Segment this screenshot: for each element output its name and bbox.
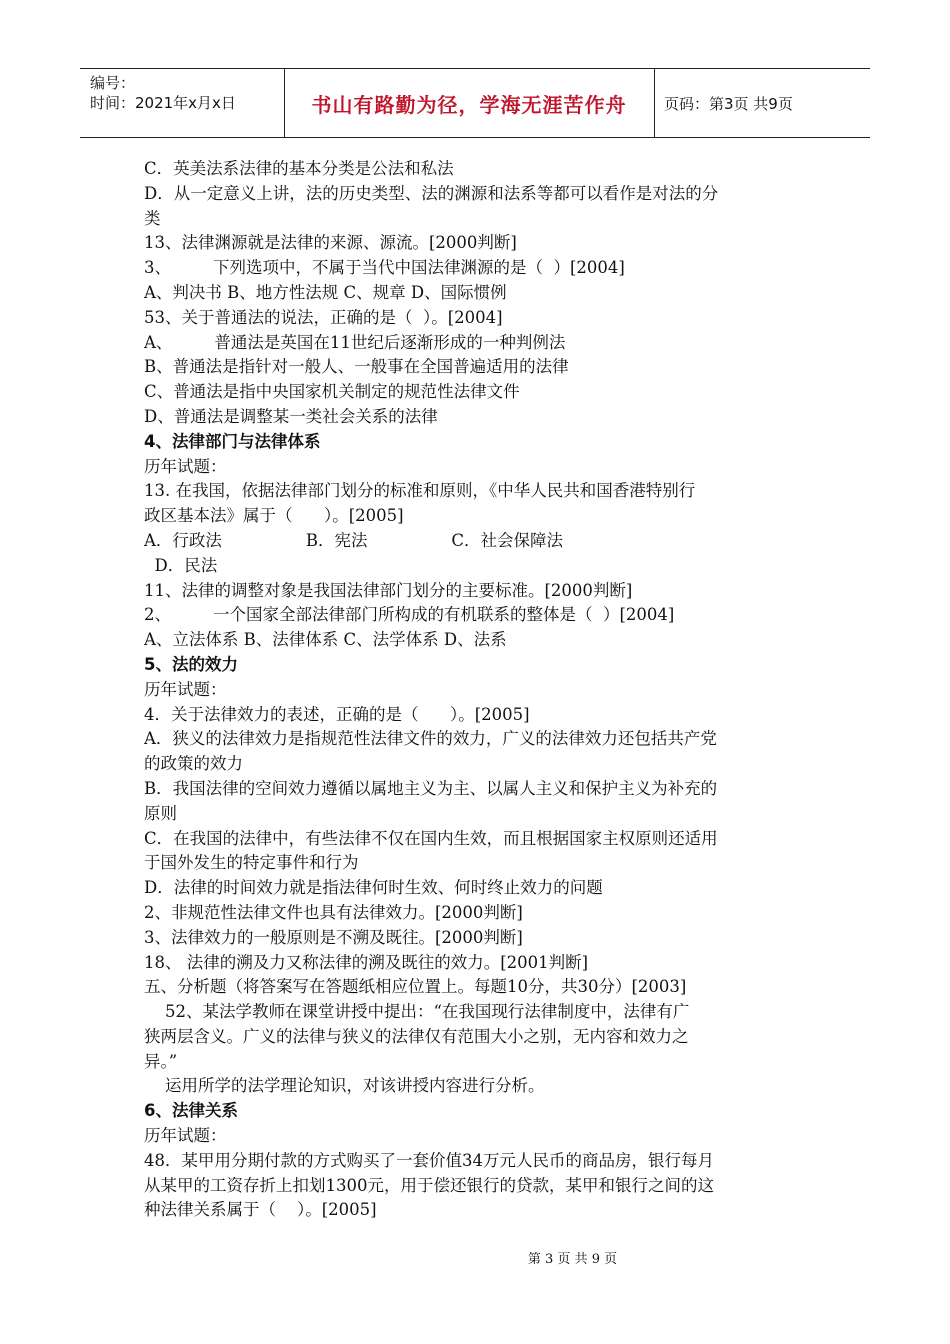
text-line: 53、关于普通法的说法，正确的是（ ）。[2004] [144, 307, 503, 327]
text-line: D．法律的时间效力就是指法律何时生效、何时终止效力的问题 [144, 878, 603, 898]
text-line: A、 普通法是英国在11世纪后逐渐形成的一种判例法 [144, 332, 566, 352]
text-line: 政区基本法》属于（ ）。[2005] [144, 506, 404, 526]
header-motto-cell [284, 69, 655, 137]
text-line: B．我国法律的空间效力遵循以属地主义为主、以属人主义和保护主义为补充的 [144, 778, 718, 798]
text-line: 狭两层含义。广义的法律与狭义的法律仅有范围大小之别，无内容和效力之 [144, 1026, 689, 1046]
header-motto: 书山有路勤为径，学海无涯苦作舟 [311, 92, 627, 117]
text-line: 种法律关系属于（ ）。[2005] [144, 1200, 377, 1220]
text-line: C．在我国的法律中，有些法律不仅在国内生效，而且根据国家主权原则还适用 [144, 828, 718, 848]
text-line: 于国外发生的特定事件和行为 [144, 853, 359, 873]
text-line: 从某甲的工资存折上扣划1300元，用于偿还银行的贷款，某甲和银行之间的这 [144, 1175, 714, 1195]
text-line: 4．关于法律效力的表述，正确的是（ ）。[2005] [144, 704, 530, 724]
text-line: A、立法体系 B、法律体系 C、法学体系 D、法系 [144, 630, 507, 650]
text-line: 13、法律渊源就是法律的来源、源流。[2000判断] [144, 233, 517, 253]
text-line: 历年试题： [144, 679, 227, 699]
text-line: 3、法律效力的一般原则是不溯及既往。[2000判断] [144, 927, 523, 947]
text-line: D、普通法是调整某一类社会关系的法律 [144, 406, 438, 426]
text-line: D．民法 [144, 555, 218, 575]
text-line: A．狭义的法律效力是指规范性法律文件的效力，广义的法律效力还包括共产党 [144, 729, 717, 749]
page-footer: 第 3 页 共 9 页 [527, 1252, 618, 1267]
document-time-label: 时间：2021年x月x日 [90, 94, 236, 112]
header-meta [80, 69, 285, 137]
document-body [144, 157, 812, 1223]
text-line: A、判决书 B、地方性法规 C、规章 D、国际惯例 [144, 282, 507, 302]
text-line: 的政策的效力 [144, 754, 243, 774]
text-line: 类 [144, 208, 161, 228]
page-header [80, 68, 870, 138]
text-line: C、普通法是指中央国家机关制定的规范性法律文件 [144, 382, 520, 402]
text-line: 原则 [144, 803, 177, 823]
text-line: 48．某甲用分期付款的方式购买了一套价值34万元人民币的商品房，银行每月 [144, 1150, 714, 1170]
section-heading: 6、法律关系 [144, 1101, 238, 1121]
text-line: 2、 一个国家全部法律部门所构成的有机联系的整体是（ ）[2004] [144, 605, 675, 625]
text-line: 五、分析题（将答案写在答题纸相应位置上。每题10分，共30分）[2003] [144, 977, 687, 997]
text-line: A．行政法 B．宪法 C．社会保障法 [144, 530, 564, 550]
header-page-code: 页码：第3页 共9页 [664, 94, 793, 113]
text-line: 运用所学的法学理论知识，对该讲授内容进行分析。 [144, 1076, 545, 1096]
text-line: 18、 法律的溯及力又称法律的溯及既往的效力。[2001判断] [144, 952, 589, 972]
text-line: 历年试题： [144, 1126, 227, 1146]
text-line: 52、某法学教师在课堂讲授中提出：“在我国现行法律制度中，法律有广 [144, 1002, 690, 1022]
section-heading: 4、法律部门与法律体系 [144, 431, 321, 451]
text-line: 历年试题： [144, 456, 227, 476]
text-line: 3、 下列选项中，不属于当代中国法律渊源的是（ ）[2004] [144, 258, 625, 278]
text-line: 2、非规范性法律文件也具有法律效力。[2000判断] [144, 902, 523, 922]
text-line: D．从一定意义上讲，法的历史类型、法的渊源和法系等都可以看作是对法的分 [144, 183, 719, 203]
text-line: 11、法律的调整对象是我国法律部门划分的主要标准。[2000判断] [144, 580, 633, 600]
header-page-cell [654, 69, 870, 137]
text-line: B、普通法是指针对一般人、一般事在全国普遍适用的法律 [144, 357, 569, 377]
document-number-label: 编号： [90, 74, 136, 92]
section-heading: 5、法的效力 [144, 654, 238, 674]
text-line: 13. 在我国，依据法律部门划分的标准和原则，《中华人民共和国香港特别行 [144, 481, 696, 501]
text-line: 异。” [144, 1051, 178, 1071]
text-line: C．英美法系法律的基本分类是公法和私法 [144, 159, 454, 178]
